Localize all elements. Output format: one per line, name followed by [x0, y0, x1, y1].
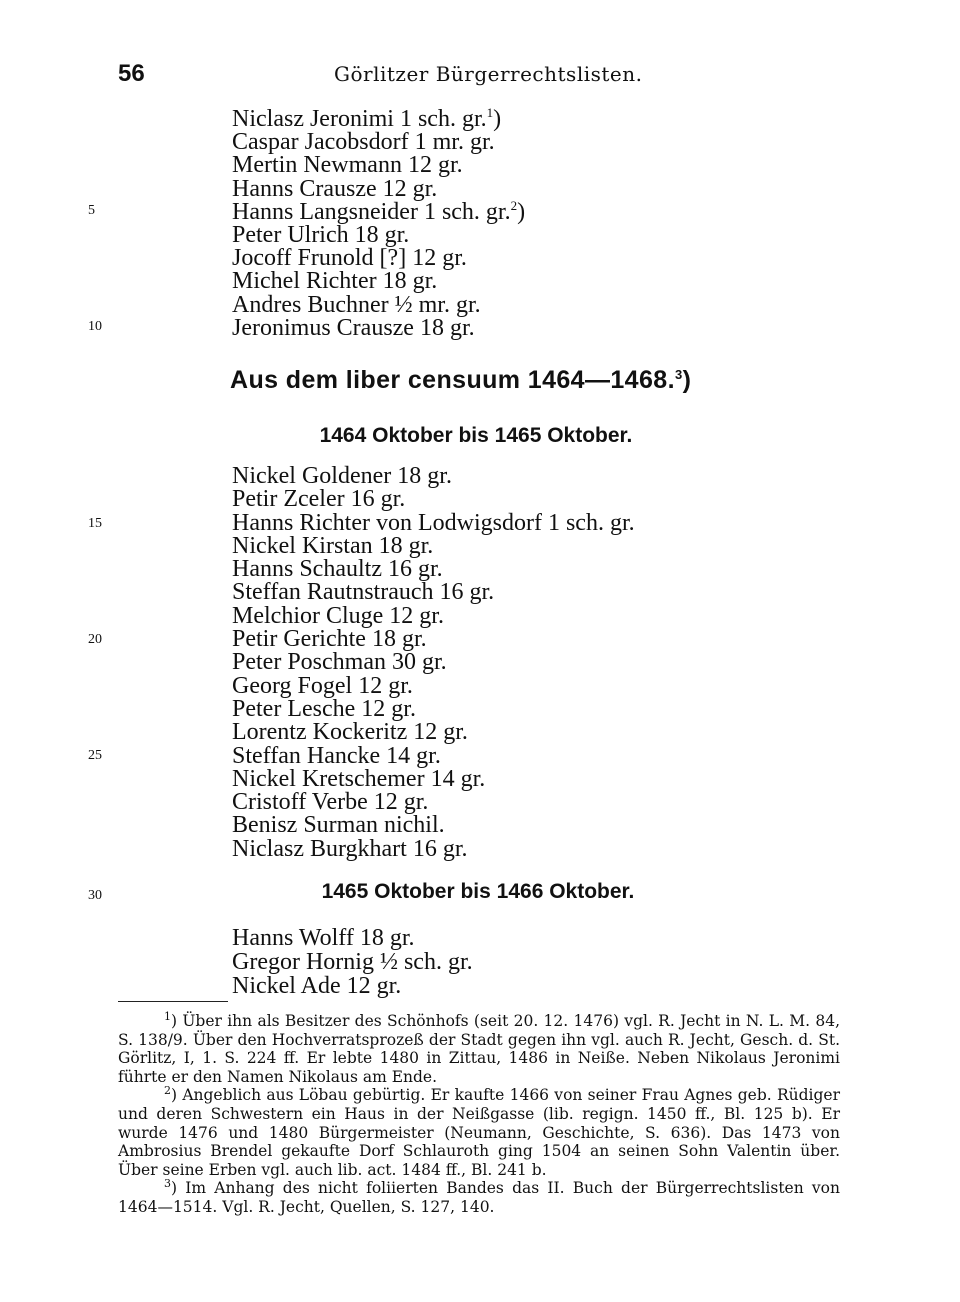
footnote: $^1$) Über ihn als Besitzer des Schönhofs (seit 20. 12. 1476) vgl. R. Jecht in N. L. M. 84, S. 138/9. Über den Hochverratsprozeß der Stadt gegen ihn vgl. auch R. Jecht, Gesch. d. St. Görlitz, I, 1. S. 224 ff. Er lebte 1480 in Zittau, 1486 in Neiße. Neben Nikolaus Jeronimi führte er den Namen Nikolaus am Ende.	[118, 1010, 840, 1086]
list-item: Melchior Cluge 12 gr.	[232, 602, 444, 629]
list-item: Nickel Kretschemer 14 gr.	[232, 765, 486, 792]
citizen-list-1465	[232, 926, 473, 998]
list-item: Caspar Jacobsdorf 1 mr. gr.	[232, 129, 495, 156]
footnote-ref: 3	[674, 367, 683, 382]
list-item: Hanns Wolff 18 gr.	[232, 925, 415, 951]
citizen-list-1464	[232, 465, 635, 861]
footnote: $^3$) Im Anhang des nicht foliierten Bandes das II. Buch der Bürgerrechtslisten von 1464—1514. Vgl. R. Jecht, Quellen, S. 127, 140.	[118, 1177, 840, 1216]
footnote-ref: 1	[486, 105, 494, 120]
list-item: Hanns Richter von Lodwigsdorf 1 sch. gr.	[232, 509, 635, 536]
page-header	[0, 56, 960, 96]
list-item: Mertin Newmann 12 gr.	[232, 152, 463, 179]
line-number-marker: 5	[88, 203, 95, 218]
citizen-list-continued	[232, 105, 526, 341]
line-number-marker: 10	[88, 319, 102, 334]
list-item: Lorentz Kockeritz 12 gr.	[232, 719, 468, 746]
list-item: Niclasz Jeronimi 1 sch. gr.$^1$)	[232, 105, 502, 132]
list-item: Petir Zceler 16 gr.	[232, 486, 406, 513]
list-item: Jocoff Frunold [?] 12 gr.	[232, 245, 467, 272]
line-number-marker: 15	[88, 516, 102, 531]
list-item: Nickel Ade 12 gr.	[232, 973, 402, 999]
list-item: Cristoff Verbe 12 gr.	[232, 789, 429, 816]
list-item: Peter Ulrich 18 gr.	[232, 221, 410, 248]
list-item: Niclasz Burgkhart 16 gr.	[232, 835, 468, 862]
footnote-divider	[118, 1001, 228, 1002]
list-item: Petir Gerichte 18 gr.	[232, 626, 427, 653]
section-title: Aus dem liber censuum 1464—1468.$^3$)	[230, 366, 692, 394]
list-item: Steffan Hancke 14 gr.	[232, 742, 441, 769]
list-item: Steffan Rautnstrauch 16 gr.	[232, 579, 495, 606]
page-number: 56	[118, 60, 145, 87]
line-number-marker: 30	[88, 888, 102, 903]
footnote-ref: 2	[510, 197, 518, 213]
list-item: Jeronimus Crausze 18 gr.	[232, 314, 475, 341]
footnotes	[118, 1012, 840, 1217]
list-item: Nickel Goldener 18 gr.	[232, 463, 452, 489]
line-number-marker: 20	[88, 632, 102, 647]
list-item: Benisz Surman nichil.	[232, 812, 445, 839]
list-item: Michel Richter 18 gr.	[232, 268, 438, 295]
footnote: $^2$) Angeblich aus Löbau gebürtig. Er kaufte 1466 von seiner Frau Agnes geb. Rüdiger und deren Schwestern ein Haus in der Neißgasse (lib. regign. 1450 ff., Bl. 125 b). Er wurde 1476 und 1480 Bürgermeister (Neumann, Geschichte, S. 636). Das 1473 von Ambrosius Brendel gekaufte Dorf Schlauroth ging 1504 an seinen Sohn Valentin über. Über seine Erben vgl. auch lib. act. 1484 ff., Bl. 241 b.	[118, 1084, 840, 1179]
list-item: Hanns Langsneider 1 sch. gr.$^2$)	[232, 197, 526, 225]
running-head: Görlitzer Bürgerrechtslisten.	[334, 62, 643, 86]
list-item: Gregor Hornig ½ sch. gr.	[232, 949, 473, 975]
list-item: Hanns Crausze 12 gr.	[232, 175, 438, 202]
list-item: Andres Buchner ½ mr. gr.	[232, 291, 481, 318]
list-item: Nickel Kirstan 18 gr.	[232, 532, 434, 559]
line-number-marker: 25	[88, 748, 102, 763]
period-heading: 1465 Oktober bis 1466 Oktober.	[321, 880, 635, 903]
list-item: Peter Poschman 30 gr.	[232, 649, 447, 676]
list-item: Peter Lesche 12 gr.	[232, 695, 416, 722]
list-item: Hanns Schaultz 16 gr.	[232, 556, 443, 583]
period-heading: 1464 Oktober bis 1465 Oktober.	[319, 424, 633, 447]
list-item: Georg Fogel 12 gr.	[232, 672, 413, 699]
